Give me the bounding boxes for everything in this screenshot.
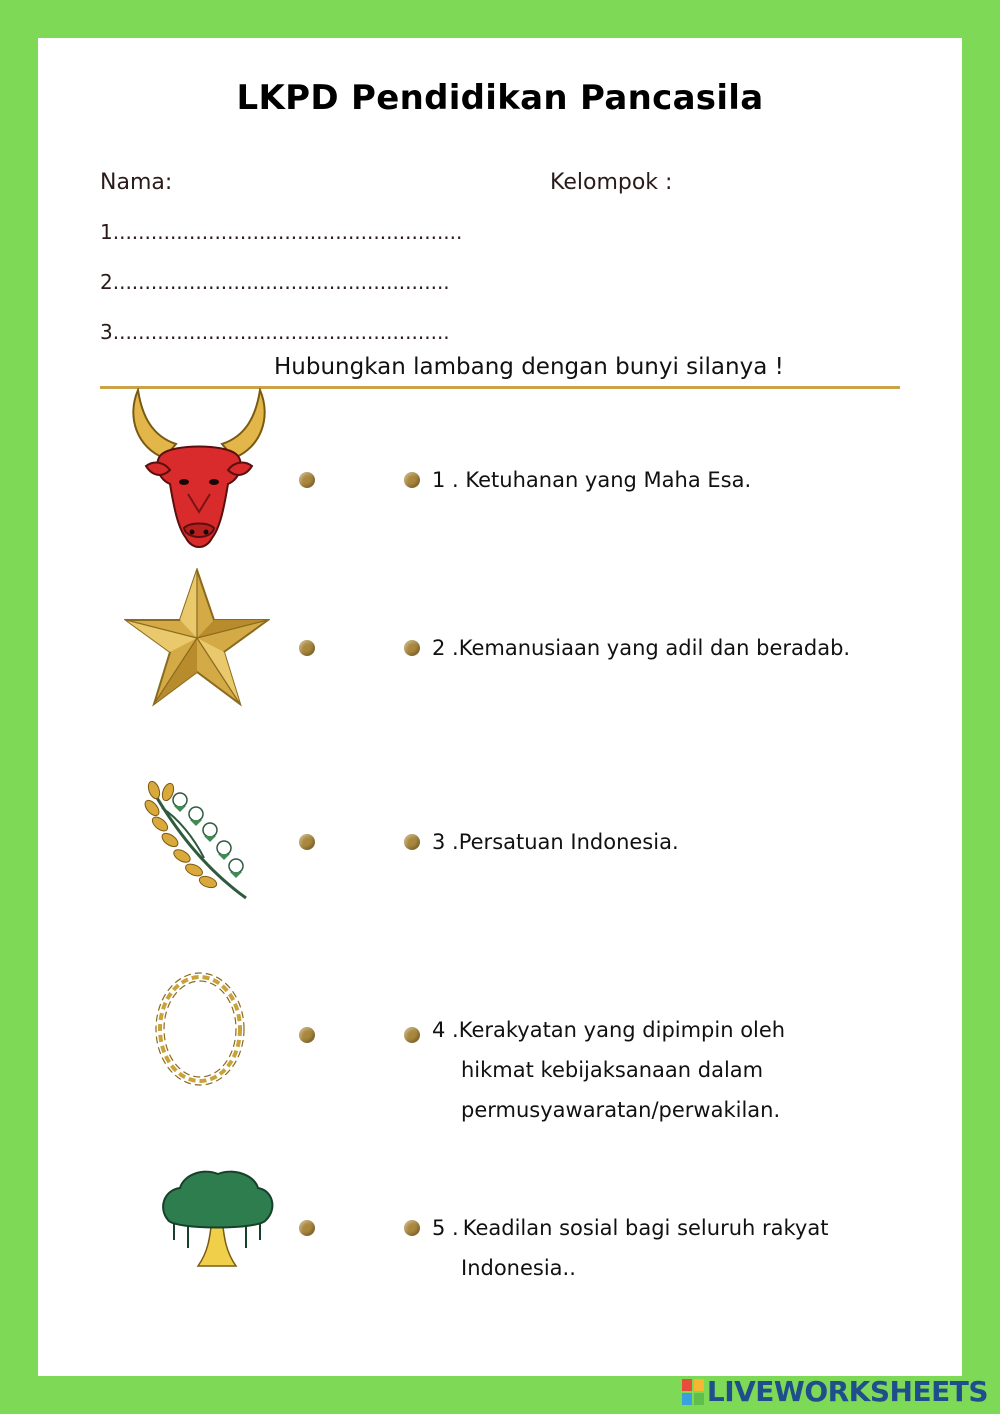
name-label: Nama: [100, 170, 173, 195]
liveworksheets-logo [682, 1375, 988, 1408]
sila-4-text-1: Kerakyatan yang dipimpin oleh [458, 1018, 786, 1042]
sila-4-text-2: hikmat kebijaksanaan dalam [461, 1058, 764, 1082]
symbol-dot-2[interactable] [299, 640, 315, 656]
sila-dot-2[interactable] [404, 640, 420, 656]
sila-dot-4[interactable] [404, 1027, 420, 1043]
name-line-1[interactable]: 1....................................................... [100, 220, 463, 244]
symbol-dot-3[interactable] [299, 834, 315, 850]
sila-5-number: 5 . [432, 1216, 459, 1240]
sila-dot-1[interactable] [404, 472, 420, 488]
sila-4 [432, 1010, 785, 1130]
logo-mark-icon [682, 1379, 704, 1405]
brand-name: LIVEWORKSHEETS [706, 1375, 988, 1408]
bintang-icon [124, 568, 270, 708]
sila-2-text: Kemanusiaan yang adil dan beradab. [458, 636, 851, 660]
instruction-text: Hubungkan lambang dengan bunyi silanya ! [274, 354, 784, 380]
beringin-icon [158, 1168, 276, 1272]
sila-1 [432, 460, 751, 500]
group-label: Kelompok : [550, 170, 673, 195]
name-line-3[interactable]: 3..................................................... [100, 320, 450, 344]
sila-dot-3[interactable] [404, 834, 420, 850]
rantai-icon [150, 968, 250, 1090]
name-line-2[interactable]: 2..................................................... [100, 270, 450, 294]
padi-kapas-icon [144, 778, 250, 902]
sila-3-text: Persatuan Indonesia. [458, 830, 679, 854]
symbol-dot-1[interactable] [299, 472, 315, 488]
sila-5 [432, 1208, 902, 1288]
sila-5-text-1: Keadilan sosial bagi seluruh rakyat [462, 1216, 829, 1240]
page-title: LKPD Pendidikan Pancasila [236, 78, 764, 118]
sila-4-number: 4 . [432, 1018, 459, 1042]
sila-5-text-2: Indonesia.. [461, 1256, 576, 1280]
symbol-dot-4[interactable] [299, 1027, 315, 1043]
sila-1-text: Ketuhanan yang Maha Esa. [465, 468, 752, 492]
sila-4-text-3: permusyawaratan/perwakilan. [461, 1098, 781, 1122]
sila-2-number: 2 . [432, 636, 459, 660]
banteng-icon [124, 388, 274, 558]
sila-1-number: 1 . [432, 468, 459, 492]
sila-3 [432, 822, 679, 862]
sila-2 [432, 628, 850, 668]
symbol-dot-5[interactable] [299, 1220, 315, 1236]
worksheet-page [38, 38, 962, 1376]
sila-dot-5[interactable] [404, 1220, 420, 1236]
sila-3-number: 3 . [432, 830, 459, 854]
